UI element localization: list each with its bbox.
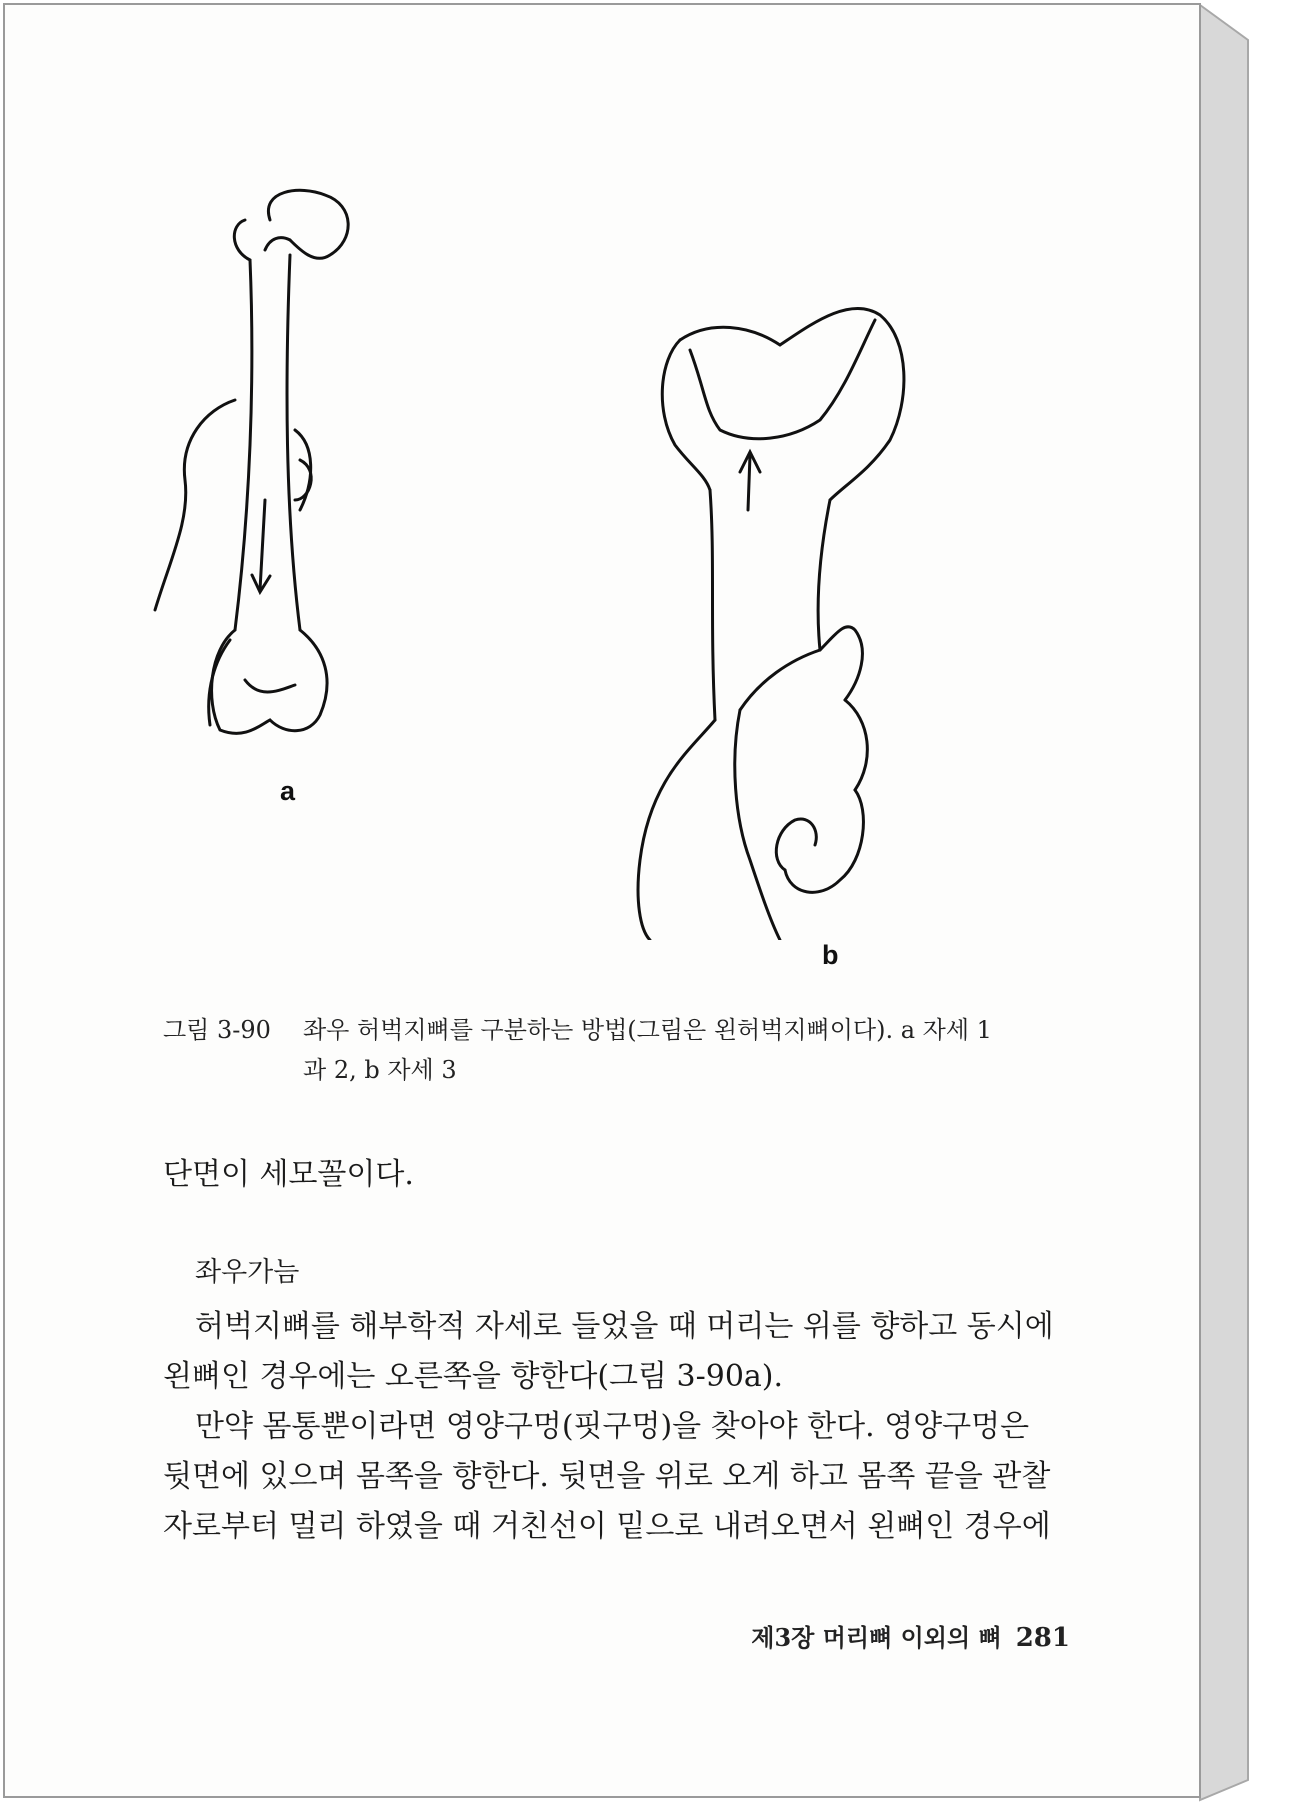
caption-line-1 [163,1010,1083,1050]
spacer [163,1200,1063,1248]
body-line-top: 단면이 세모꼴이다. [163,1157,414,1192]
section-heading: 좌우가늠 [195,1257,300,1288]
chapter-title: 제3장 머리뼈 이외의 뼈 [751,1623,1002,1652]
page-number: 281 [1015,1623,1070,1653]
figure-caption [163,1010,1083,1090]
caption-text-1: 좌우 허벅지뼈를 구분하는 방법(그림은 왼허벅지뼈이다). a 자세 1 [303,1016,992,1044]
caption-number: 그림 3-90 [163,1016,271,1044]
paragraph-2-line-1: 만약 몸통뿐이라면 영양구멍(핏구멍)을 찾아야 한다. 영양구멍은 [195,1409,1030,1444]
caption-text-2: 과 2, b 자세 3 [303,1056,457,1084]
femur-illustration-b [620,300,980,940]
figure-3-90 [150,180,1100,980]
femur-illustration-a [150,180,410,780]
body-text [163,1150,1063,1552]
paragraph-1-line-2: 왼뼈인 경우에는 오른쪽을 향한다(그림 3-90a). [163,1359,784,1394]
paragraph-2-line-2: 뒷면에 있으며 몸쪽을 향한다. 뒷면을 위로 오게 하고 몸쪽 끝을 관찰 [163,1459,1051,1494]
page-footer [751,1618,1070,1653]
figure-label-a: a [280,776,296,806]
paragraph-2-line-3: 자로부터 멀리 하였을 때 거친선이 밑으로 내려오면서 왼뼈인 경우에 [163,1509,1051,1544]
paragraph-1-line-1: 허벅지뼈를 해부학적 자세로 들었을 때 머리는 위를 향하고 동시에 [195,1309,1054,1344]
figure-label-b: b [822,940,839,970]
